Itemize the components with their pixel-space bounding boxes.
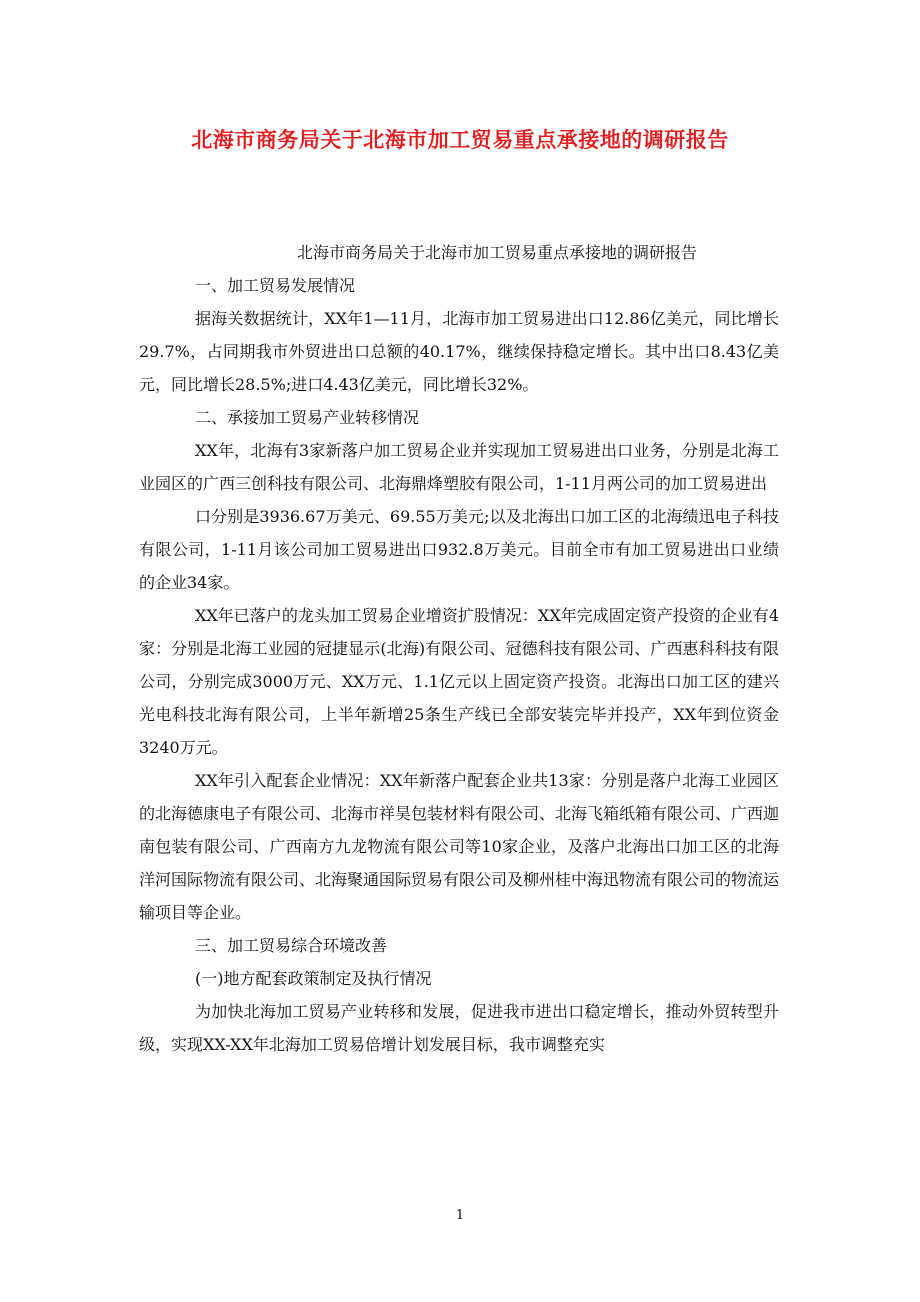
paragraph: 口分别是3936.67万美元、69.55万美元;以及北海出口加工区的北海绩迅电子科技有限公司，1-11月该公司加工贸易进出口932.8万美元。目前全市有加工贸易进出口业绩的企业34家。: [139, 507, 779, 592]
document-subtitle: 北海市商务局关于北海市加工贸易重点承接地的调研报告: [297, 243, 698, 262]
paragraph: 据海关数据统计，XX年1—11月，北海市加工贸易进出口12.86亿美元，同比增长29.7%，占同期我市外贸进出口总额的40.17%，继续保持稳定增长。其中出口8.43亿美元，同比增长28.5%;进口4.43亿美元，同比增长32%。: [139, 309, 779, 394]
paragraph: XX年引入配套企业情况：XX年新落户配套企业共13家：分别是落户北海工业园区的北海德康电子有限公司、北海市祥昊包装材料有限公司、北海飞箱纸箱有限公司、广西迦南包装有限公司、广西南方九龙物流有限公司等10家企业，及落户北海出口加工区的北海洋河国际物流有限公司、北海聚通国际贸易有限公司及柳州桂中海迅物流有限公司的物流运输项目等企业。: [139, 771, 780, 922]
paragraph: 为加快北海加工贸易产业转移和发展，促进我市进出口稳定增长，推动外贸转型升级，实现XX-XX年北海加工贸易倍增计划发展目标，我市调整充实: [139, 1002, 779, 1054]
section-heading-1: 一、加工贸易发展情况: [195, 276, 356, 295]
paragraph: XX年已落户的龙头加工贸易企业增资扩股情况：XX年完成固定资产投资的企业有4家：分别是北海工业园的冠捷显示(北海)有限公司、冠德科技有限公司、广西惠科科技有限公司，分别完成3000万元、XX万元、1.1亿元以上固定资产投资。北海出口加工区的建兴光电科技北海有限公司，上半年新增25条生产线已全部安装完毕并投产，XX年到位资金3240万元。: [139, 606, 779, 757]
section-heading-3: 三、加工贸易综合环境改善: [195, 936, 388, 955]
page-number: 1: [455, 1208, 465, 1223]
document-body: [139, 236, 779, 1061]
subsection-heading-1: (一)地方配套政策制定及执行情况: [195, 969, 432, 988]
paragraph: XX年，北海有3家新落户加工贸易企业并实现加工贸易进出口业务，分别是北海工业园区的广西三创科技有限公司、北海鼎烽塑胶有限公司，1-11月两公司的加工贸易进出: [139, 441, 779, 493]
section-heading-2: 二、承接加工贸易产业转移情况: [195, 408, 420, 427]
document-title: 北海市商务局关于北海市加工贸易重点承接地的调研报告: [191, 128, 729, 152]
